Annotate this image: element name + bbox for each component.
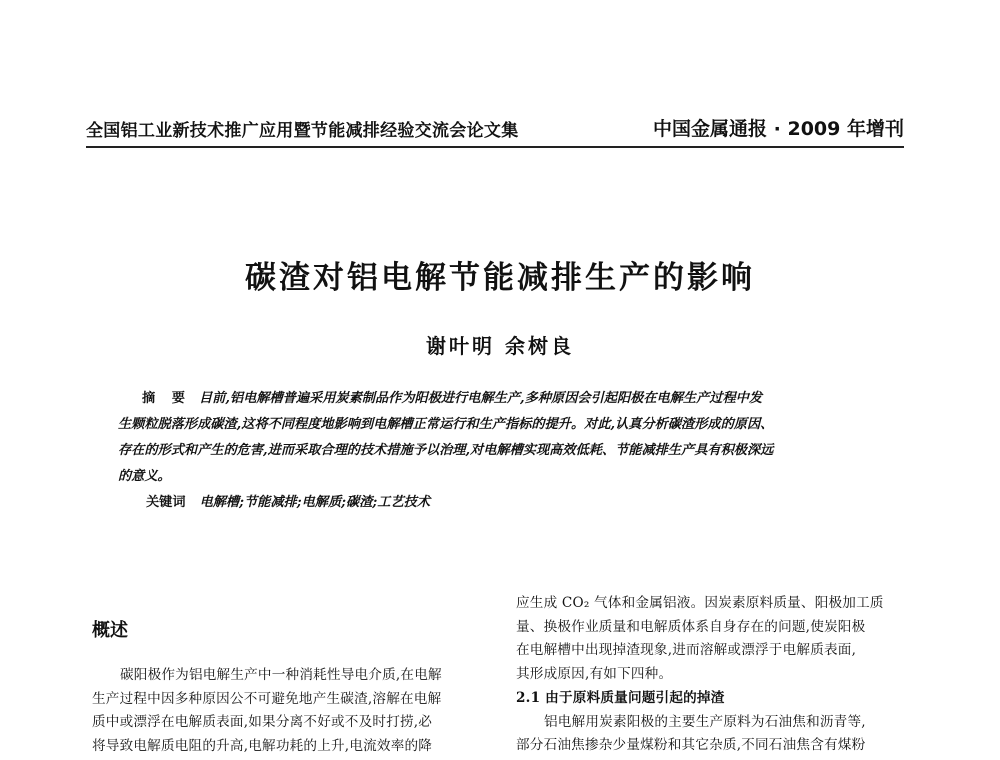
body-line: 量、换极作业质量和电解质体系自身存在的问题,使炭阳极 <box>516 618 866 635</box>
running-header <box>86 116 904 148</box>
body-line: 质中或漂浮在电解质表面,如果分离不好或不及时打捞,必 <box>92 714 433 731</box>
keywords <box>146 490 884 516</box>
journal-issue: 中国金属通报 · 2009 年增刊 <box>653 118 904 140</box>
keywords-list: 电解槽;节能减排;电解质;碳渣;工艺技术 <box>199 495 431 510</box>
abstract-line: 存在的形式和产生的危害,进而采取合理的技术措施予以治理,对电解槽实现高效低耗、节能减排生产具有积极深远 <box>118 443 774 458</box>
keywords-label: 关键词 <box>146 495 186 510</box>
subsection-heading: 2.1 由于原料质量问题引起的掉渣 <box>516 689 725 706</box>
body-line: 部分石油焦掺杂少量煤粉和其它杂质,不同石油焦含有煤粉 <box>516 737 866 754</box>
abstract <box>118 386 884 516</box>
body-line: 在电解槽中出现掉渣现象,进而溶解或漂浮于电解质表面, <box>516 642 857 659</box>
body-line: 铝电解用炭素阳极的主要生产原料为石油焦和沥青等, <box>544 713 866 730</box>
body-line: 生产过程中因多种原因公不可避免地产生碳渣,溶解在电解 <box>92 690 442 707</box>
body-line: 碳阳极作为铝电解生产中一种消耗性导电介质,在电解 <box>120 667 442 683</box>
abstract-label: 摘 要 <box>142 391 191 406</box>
right-column-body <box>516 592 884 758</box>
body-line: 应生成 CO₂ 气体和金属铝液。因炭素原料质量、阳极加工质 <box>516 595 884 611</box>
left-column-body <box>92 664 442 759</box>
body-line: 其形成原因,有如下四种。 <box>516 666 673 683</box>
paper-title: 碳渣对铝电解节能减排生产的影响 <box>245 260 755 296</box>
section-heading-overview: 概述 <box>92 620 128 641</box>
paper-authors: 谢叶明 余树良 <box>426 334 574 358</box>
proceedings-title: 全国铝工业新技术推广应用暨节能减排经验交流会论文集 <box>86 121 519 141</box>
abstract-line: 摘 要 目前,铝电解槽普遍采用炭素制品作为阳极进行电解生产,多种原因会引起阳极在电解生产过程中发 <box>142 391 763 406</box>
abstract-line: 生颗粒脱落形成碳渣,这将不同程度地影响到电解槽正常运行和生产指标的提升。对此,认真分析碳渣形成的原因、 <box>118 417 774 432</box>
body-line: 将导致电解质电阻的升高,电解功耗的上升,电流效率的降 <box>92 738 433 755</box>
abstract-line: 的意义。 <box>118 469 171 484</box>
